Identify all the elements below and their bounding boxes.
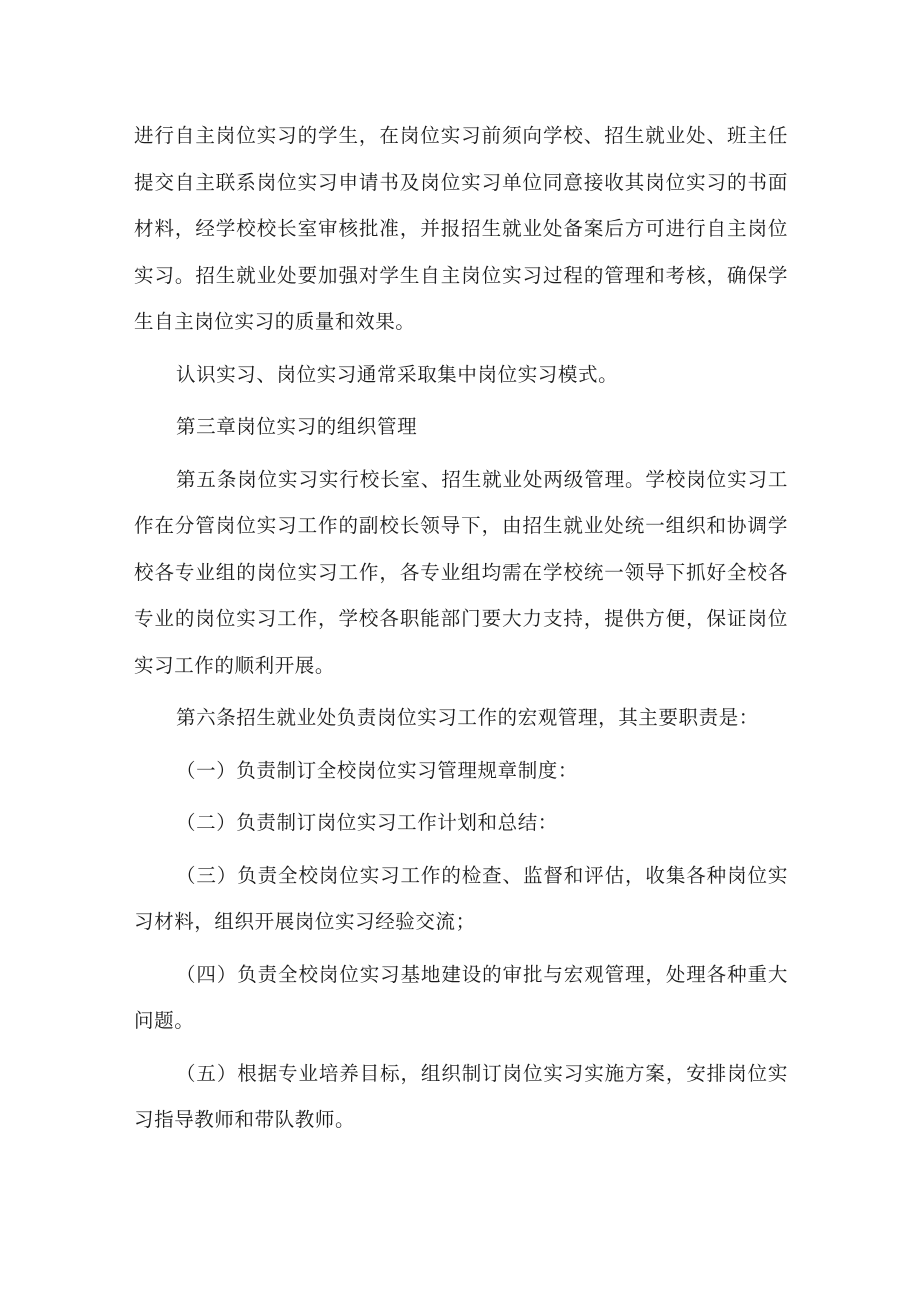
duty-item-4: （四）负责全校岗位实习基地建设的审批与宏观管理，处理各种重大问题。 <box>134 962 788 1032</box>
duty-item-5: （五）根据专业培养目标，组织制订岗位实习实施方案，安排岗位实习指导教师和带队教师。 <box>134 1061 788 1131</box>
duty-item-3: （三）负责全校岗位实习工作的检查、监督和评估，收集各种岗位实习材料，组织开展岗位实习经验交流； <box>134 863 788 933</box>
paragraph-practice-mode: 认识实习、岗位实习通常采取集中岗位实习模式。 <box>176 362 619 386</box>
article-six: 第六条招生就业处负责岗位实习工作的宏观管理，其主要职责是： <box>176 706 759 729</box>
paragraph-continued: 进行自主岗位实习的学生，在岗位实习前须向学校、招生就业处、班主任提交自主联系岗位实习申请书及岗位实习单位同意接收其岗位实习的书面材料，经学校校长室审核批准，并报招生就业处备案后方可进行自主岗位实习。招生就业处要加强对学生自主岗位实习过程的管理和考核，确保学生自主岗位实习的质量和效果。 <box>134 124 788 333</box>
article-five: 第五条岗位实习实行校长室、招生就业处两级管理。学校岗位实习工作在分管岗位实习工作的副校长领导下，由招生就业处统一组织和协调学校各专业组的岗位实习工作，各专业组均需在学校统一领导下抓好全校各专业的岗位实习工作，学校各职能部门要大力支持，提供方便，保证岗位实习工作的顺利开展。 <box>134 467 788 677</box>
duty-item-1: （一）负责制订全校岗位实习管理规章制度： <box>176 758 579 782</box>
chapter-heading: 第三章岗位实习的组织管理 <box>176 415 418 438</box>
duty-item-2: （二）负责制订岗位实习工作计划和总结： <box>176 811 558 834</box>
